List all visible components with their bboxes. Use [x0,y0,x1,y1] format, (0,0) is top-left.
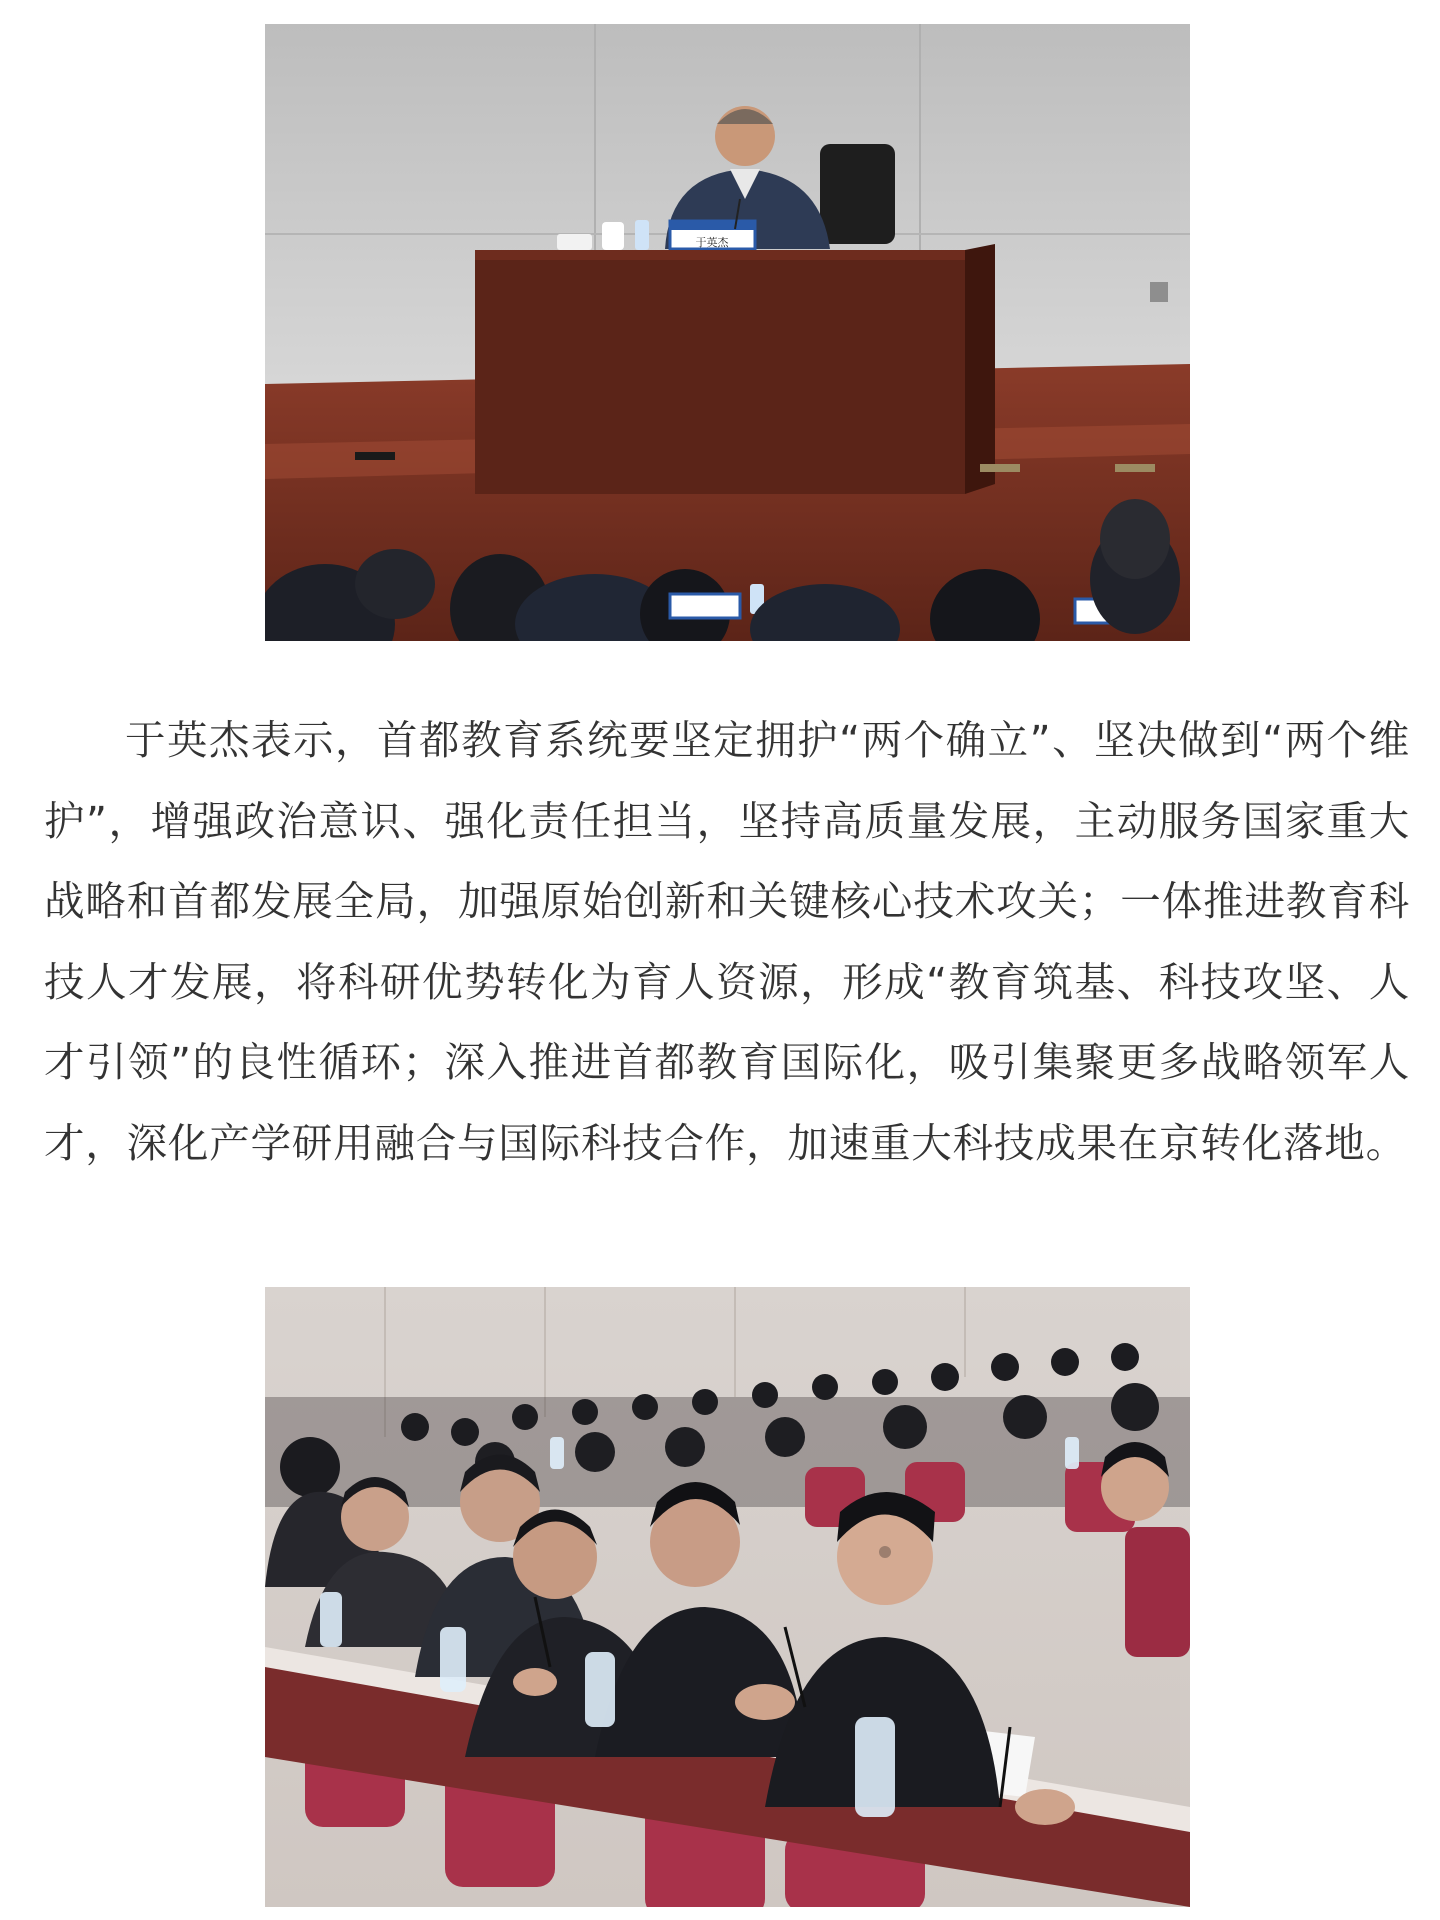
audience-photo [265,1287,1190,1907]
speaker-photo-illustration [265,24,1190,641]
water-bottle [635,220,649,250]
podium-desk [475,250,965,494]
tissue-box [557,234,592,250]
audience-photo-illustration [265,1287,1190,1907]
tea-cup [602,222,624,250]
wall-socket [1150,282,1168,302]
nameplate-text: 于英杰 [695,236,729,249]
article-paragraph: 于英杰表示，首都教育系统要坚定拥护“两个确立”、坚决做到“两个维护”，增强政治意识、强化责任担当，坚持高质量发展，主动服务国家重大战略和首都发展全局，加强原始创新和关键核心技术攻关；一体推进教育科技人才发展，将科研优势转化为育人资源，形成“教育筑基、科技攻坚、人才引领”的良性循环；深入推进首都教育国际化，吸引集聚更多战略领军人才，深化产学研用融合与国际科技合作，加速重大科技成果在京转化落地。 [44,716,1410,1167]
chair [820,144,895,244]
speaker-photo [265,24,1190,641]
